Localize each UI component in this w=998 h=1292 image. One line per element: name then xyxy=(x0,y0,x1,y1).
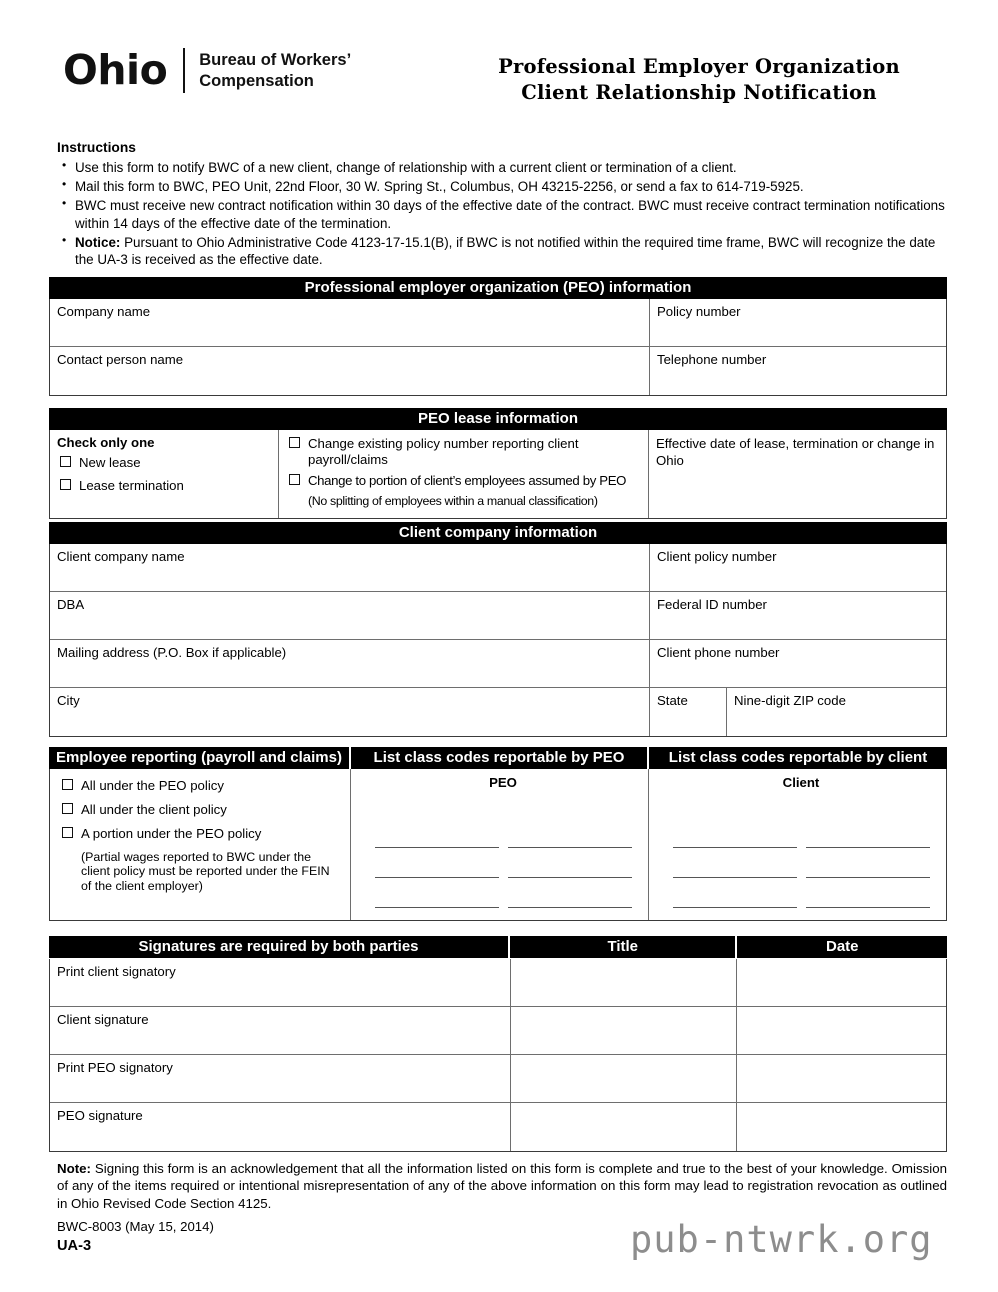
checkbox-row-portion-peo-policy[interactable] xyxy=(59,826,350,842)
field-title-3[interactable] xyxy=(510,1055,736,1102)
form-code: UA-3 xyxy=(57,1238,92,1254)
class-codes-client-bar: List class codes reportable by client xyxy=(649,747,947,769)
signatures-bars xyxy=(49,936,947,959)
field-date-1[interactable] xyxy=(736,959,946,1006)
checkbox-label: Lease termination xyxy=(79,478,184,494)
field-label: Policy number xyxy=(657,304,741,319)
class-code-line[interactable] xyxy=(806,818,930,848)
field-client-signature[interactable] xyxy=(50,1007,510,1054)
lease-type-cell xyxy=(50,430,278,518)
checkbox-icon[interactable] xyxy=(62,827,73,838)
checkbox-row-lease-termination[interactable] xyxy=(57,478,278,494)
client-information-grid xyxy=(49,544,947,737)
class-code-line[interactable] xyxy=(673,878,797,908)
peo-lease-grid xyxy=(49,430,947,519)
checkbox-row-change-portion[interactable] xyxy=(286,473,648,489)
instruction-item: • Mail this form to BWC, PEO Unit, 22nd Floor, 30 W. Spring St., Columbus, OH 43215-2256, or send a fax to 614-719-5925. xyxy=(75,178,947,196)
class-codes-peo-bar: List class codes reportable by PEO xyxy=(351,747,647,769)
class-code-line[interactable] xyxy=(375,878,499,908)
table-row xyxy=(50,1103,946,1151)
notice-text: Pursuant to Ohio Administrative Code 4123-17-15.1(B), if BWC is not notified within the required time frame, BWC will recognize the date the UA-3 is received as the effective date. xyxy=(75,234,936,268)
field-client-phone-number[interactable] xyxy=(649,640,946,687)
checkbox-row-all-peo-policy[interactable] xyxy=(59,778,350,794)
form-id: BWC-8003 (May 15, 2014) xyxy=(57,1219,214,1234)
field-client-policy-number[interactable] xyxy=(649,544,946,591)
checkbox-row-change-existing-policy[interactable] xyxy=(286,436,648,468)
employee-reporting-section xyxy=(49,747,947,921)
field-title-2[interactable] xyxy=(510,1007,736,1054)
class-code-line[interactable] xyxy=(375,818,499,848)
peo-lease-bar: PEO lease information xyxy=(49,408,947,430)
checkbox-label: A portion under the PEO policy xyxy=(81,825,262,841)
field-label: State xyxy=(657,693,688,708)
no-splitting-note: (No splitting of employees within a manual classification) xyxy=(308,493,598,508)
class-code-line[interactable] xyxy=(673,818,797,848)
class-code-line[interactable] xyxy=(673,848,797,878)
field-mailing-address[interactable] xyxy=(50,640,649,687)
field-label: Client policy number xyxy=(657,549,777,564)
agency-name-line1: Bureau of Workers’ xyxy=(199,50,352,69)
table-row xyxy=(50,1055,946,1103)
field-telephone-number[interactable] xyxy=(649,347,946,395)
peo-information-section xyxy=(49,277,947,396)
instruction-item: • BWC must receive new contract notification within 30 days of the effective date of the contract. BWC must receive contract termination notifications within 14 days of the effective date of the termination. xyxy=(75,197,947,233)
checkbox-icon[interactable] xyxy=(62,803,73,814)
instructions-list xyxy=(57,159,947,269)
lease-change-cell xyxy=(278,430,648,518)
table-row xyxy=(50,430,946,518)
field-effective-date[interactable] xyxy=(648,430,946,518)
field-label: Mailing address (P.O. Box if applicable) xyxy=(57,645,287,660)
watermark: pub-ntwrk.org xyxy=(630,1218,933,1261)
checkbox-row-new-lease[interactable] xyxy=(57,455,278,471)
table-row xyxy=(50,688,946,736)
checkbox-icon[interactable] xyxy=(60,479,71,490)
checkbox-label: Change existing policy number reporting client payroll/claims xyxy=(308,436,579,467)
class-code-line[interactable] xyxy=(806,848,930,878)
field-label: Federal ID number xyxy=(657,597,767,612)
page-title-line1: Professional Employer Organization xyxy=(498,55,900,78)
ohio-wordmark: Ohio xyxy=(63,46,168,94)
field-label: Client signature xyxy=(57,1012,149,1027)
instructions-section xyxy=(57,139,947,270)
notice-label: Notice: xyxy=(75,234,121,250)
checkbox-icon[interactable] xyxy=(62,779,73,790)
instruction-item: • Use this form to notify BWC of a new client, change of relationship with a current client or termination of a client. xyxy=(75,159,947,177)
page-header xyxy=(49,44,949,122)
employee-reporting-bars xyxy=(49,747,947,769)
field-title-4[interactable] xyxy=(510,1103,736,1151)
bwc-logo xyxy=(63,48,351,93)
peo-lease-section xyxy=(49,408,947,519)
class-code-line[interactable] xyxy=(806,878,930,908)
page-title xyxy=(449,54,949,107)
class-code-line[interactable] xyxy=(375,848,499,878)
date-column-bar: Date xyxy=(737,936,947,958)
field-label: Contact person name xyxy=(57,352,184,367)
checkbox-icon[interactable] xyxy=(60,456,71,467)
table-row xyxy=(50,347,946,395)
table-row xyxy=(50,299,946,347)
table-row xyxy=(50,544,946,592)
field-label: Print PEO signatory xyxy=(57,1060,173,1075)
field-date-2[interactable] xyxy=(736,1007,946,1054)
table-row xyxy=(50,640,946,688)
employee-reporting-options xyxy=(50,769,350,920)
field-zip-code[interactable] xyxy=(726,688,946,736)
field-label: DBA xyxy=(57,597,85,612)
employee-reporting-bar: Employee reporting (payroll and claims) xyxy=(49,747,349,769)
field-federal-id-number[interactable] xyxy=(649,592,946,639)
class-code-line[interactable] xyxy=(508,818,632,848)
client-information-section xyxy=(49,522,947,737)
footer-note-text: Signing this form is an acknowledgement that all the information listed on this form is complete and true to the best of your knowledge. Omission of any of the items required or intentional misrepresentation of any of the above information on this form may lead to registration revocation as outlined in Ohio Revised Code Section 4125. xyxy=(57,1161,947,1211)
signatures-bar: Signatures are required by both parties xyxy=(49,936,508,958)
field-city[interactable] xyxy=(50,688,649,736)
field-state[interactable] xyxy=(649,688,726,736)
client-information-bar: Client company information xyxy=(49,522,947,544)
field-date-3[interactable] xyxy=(736,1055,946,1102)
field-label: City xyxy=(57,693,80,708)
class-code-line[interactable] xyxy=(508,848,632,878)
client-class-code-lines xyxy=(656,818,946,908)
client-column-heading: Client xyxy=(782,775,820,790)
signatures-section xyxy=(49,936,947,1152)
footer-note xyxy=(57,1160,947,1212)
field-label: Nine-digit ZIP code xyxy=(734,693,846,708)
footer-note-label: Note: xyxy=(57,1161,91,1176)
peo-information-bar: Professional employer organization (PEO) information xyxy=(49,277,947,299)
signatures-grid xyxy=(49,959,947,1152)
field-date-4[interactable] xyxy=(736,1103,946,1151)
logo-divider xyxy=(183,48,185,93)
instruction-item-notice xyxy=(75,234,947,270)
class-codes-client-cell xyxy=(648,769,946,920)
field-label: Company name xyxy=(57,304,151,319)
checkbox-label: Change to portion of client’s employees assumed by PEO xyxy=(308,472,627,488)
agency-name-line2: Compensation xyxy=(199,71,314,90)
field-policy-number[interactable] xyxy=(649,299,946,346)
employee-reporting-grid xyxy=(49,769,947,921)
class-code-line[interactable] xyxy=(508,878,632,908)
field-peo-signature[interactable] xyxy=(50,1103,510,1151)
class-codes-peo-cell xyxy=(350,769,648,920)
field-title-1[interactable] xyxy=(510,959,736,1006)
instructions-heading: Instructions xyxy=(57,140,136,155)
table-row xyxy=(50,1007,946,1055)
table-row xyxy=(50,769,946,920)
peo-information-grid xyxy=(49,299,947,396)
checkbox-icon[interactable] xyxy=(289,437,300,448)
checkbox-icon[interactable] xyxy=(289,474,300,485)
page-title-line2: Client Relationship Notification xyxy=(521,81,877,105)
table-row xyxy=(50,959,946,1007)
field-label: Client company name xyxy=(57,549,185,564)
title-column-bar: Title xyxy=(510,936,736,958)
peo-class-code-lines xyxy=(358,818,648,908)
check-only-one-label: Check only one xyxy=(57,435,155,450)
field-dba[interactable] xyxy=(50,592,649,639)
field-label: Client phone number xyxy=(657,645,780,660)
table-row xyxy=(50,592,946,640)
field-print-peo-signatory[interactable] xyxy=(50,1055,510,1102)
field-label: PEO signature xyxy=(57,1108,143,1123)
partial-wages-note: (Partial wages reported to BWC under the client policy must be reported under the FEIN of the client employer) xyxy=(81,849,330,894)
checkbox-label: All under the client policy xyxy=(81,801,227,817)
peo-column-heading: PEO xyxy=(489,775,517,790)
checkbox-label: New lease xyxy=(79,454,141,470)
checkbox-label: All under the PEO policy xyxy=(81,778,224,793)
field-label: Telephone number xyxy=(657,352,767,367)
field-print-client-signatory[interactable] xyxy=(50,959,510,1006)
field-contact-person-name[interactable] xyxy=(50,347,649,395)
field-label: Print client signatory xyxy=(57,964,176,979)
field-client-company-name[interactable] xyxy=(50,544,649,591)
field-company-name[interactable] xyxy=(50,299,649,346)
agency-name xyxy=(199,50,351,91)
checkbox-row-all-client-policy[interactable] xyxy=(59,802,350,818)
field-label: Effective date of lease, termination or change in Ohio xyxy=(656,436,935,468)
